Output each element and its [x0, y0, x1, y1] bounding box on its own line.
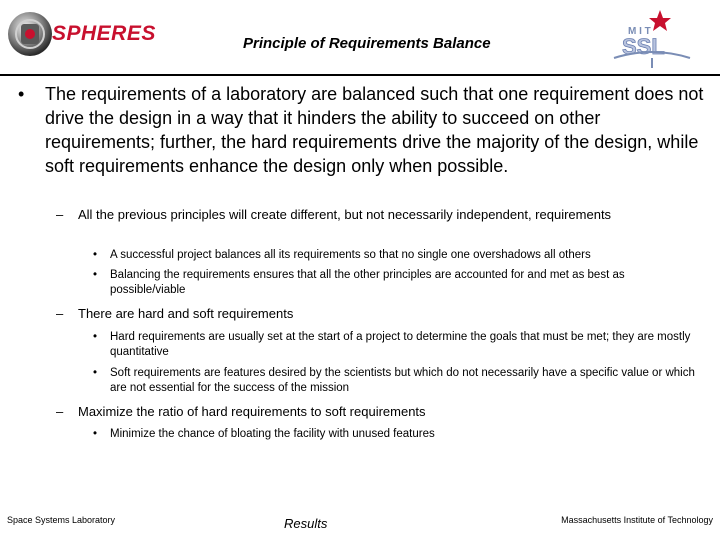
footer-section: Results — [284, 516, 328, 531]
header-divider — [0, 74, 720, 76]
sub-item — [56, 206, 698, 224]
sub-item — [56, 403, 698, 421]
bullet-icon: • — [93, 331, 98, 343]
sub-sub-item-text: Minimize the chance of bloating the facility with unused features — [110, 428, 435, 440]
bullet-icon: • — [93, 428, 98, 440]
dash-icon: – — [56, 404, 64, 419]
bullet-icon: • — [93, 249, 98, 261]
footer-institution: Massachusetts Institute of Technology — [561, 515, 713, 525]
spheres-logo-icon — [6, 10, 54, 58]
page-title: Principle of Requirements Balance — [243, 35, 491, 52]
sub-item-text: Maximize the ratio of hard requirements to soft requirements — [78, 404, 426, 419]
sub-sub-item-text: Balancing the requirements ensures that all the other principles are accounted for and met as best as possible/viable — [110, 269, 625, 296]
bullet-icon: • — [18, 84, 25, 104]
bullet-icon: • — [93, 269, 98, 281]
sub-sub-item — [93, 366, 695, 395]
sub-item — [56, 305, 698, 323]
sub-sub-item — [93, 330, 695, 359]
slide-header — [0, 0, 720, 78]
sub-item-text: All the previous principles will create different, but not necessarily independent, requirements — [78, 207, 612, 222]
footer-lab-name: Space Systems Laboratory — [7, 515, 116, 525]
dash-icon: – — [56, 207, 64, 222]
sub-item-text: There are hard and soft requirements — [78, 306, 294, 321]
sub-sub-item-text: Hard requirements are usually set at the start of a project to determine the goals that must be met; they are mostly quantitative — [110, 331, 691, 358]
brand-name: SPHERES — [52, 22, 156, 45]
svg-text:M I T: M I T — [628, 26, 651, 37]
mit-ssl-logo-icon — [604, 6, 700, 70]
sub-sub-item — [93, 427, 695, 442]
sub-sub-item — [93, 268, 695, 297]
dash-icon: – — [56, 306, 64, 321]
sub-sub-item — [93, 248, 695, 263]
main-bullet — [18, 82, 705, 178]
svg-text:SSL: SSL — [622, 34, 665, 59]
main-bullet-text: The requirements of a laboratory are balanced such that one requirement does not drive the design in a way that it hinders the ability to succeed on other requirements; further, the hard requirements drive the majority of the design, while soft requirements enhance the design only when possible. — [45, 84, 704, 176]
sub-sub-item-text: A successful project balances all its requirements so that no single one overshadows all others — [110, 249, 591, 261]
bullet-icon: • — [93, 367, 98, 379]
sub-sub-item-text: Soft requirements are features desired by the scientists but which do not necessarily have a specific value or which are not essential for the success of the mission — [110, 367, 695, 394]
